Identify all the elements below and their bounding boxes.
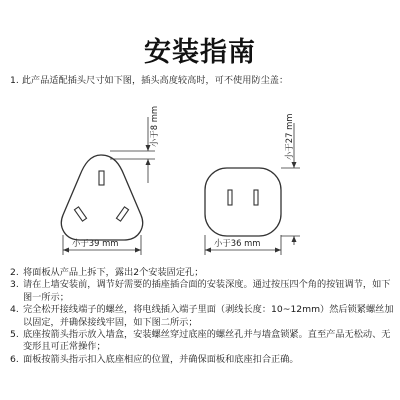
right-plug-width-label: 小于36 mm bbox=[214, 238, 261, 248]
step-number: 4. bbox=[10, 304, 19, 316]
intro-line bbox=[10, 75, 395, 87]
step-text: 底座按箭头指示放入墙盒，安装螺丝穿过底座的螺丝孔并与墙盒锁紧。直至产品无松动、无变形且可正常操作； bbox=[23, 329, 391, 353]
step-number: 3. bbox=[10, 279, 19, 291]
step-text: 完全松开接线端子的螺丝，将电线插入端子里面（剥线长度：10~12mm）然后锁紧螺丝加以固定，并确保接线牢固，如下图二所示； bbox=[23, 304, 394, 328]
left-plug-drawing bbox=[61, 155, 142, 240]
step-item bbox=[10, 329, 395, 354]
left-plug-height-label: 小于8 mm bbox=[149, 105, 159, 147]
right-plug-height-label: 小于27 mm bbox=[284, 113, 294, 160]
plug-size-figure bbox=[0, 95, 400, 265]
step-number: 2. bbox=[10, 267, 19, 278]
intro-text: 此产品适配插头尺寸如下图，插头高度较高时，可不使用防尘盖： bbox=[21, 75, 289, 86]
step-list bbox=[10, 267, 395, 366]
plug-size-diagram bbox=[0, 95, 400, 265]
page-title: 安装指南 bbox=[144, 37, 256, 68]
step-number: 6. bbox=[10, 353, 19, 365]
intro-number: 1. bbox=[10, 75, 19, 86]
right-plug-drawing bbox=[205, 168, 281, 236]
step-text: 将面板从产品上拆下，露出2个安装固定孔； bbox=[23, 267, 204, 278]
step-item bbox=[10, 279, 395, 304]
step-item bbox=[10, 304, 395, 329]
step-text: 请在上墙安装前，调节好需要的插座插合面的安装深度。通过按压四个角的按钮调节，如下图一所示； bbox=[23, 279, 391, 303]
step-item bbox=[10, 354, 395, 366]
step-item bbox=[10, 267, 395, 279]
step-number: 5. bbox=[10, 329, 19, 341]
step-text: 面板按箭头指示扣入底座相应的位置，并确保面板和底座扣合正确。 bbox=[23, 353, 299, 365]
left-plug-width-label: 小于39 mm bbox=[72, 238, 119, 248]
